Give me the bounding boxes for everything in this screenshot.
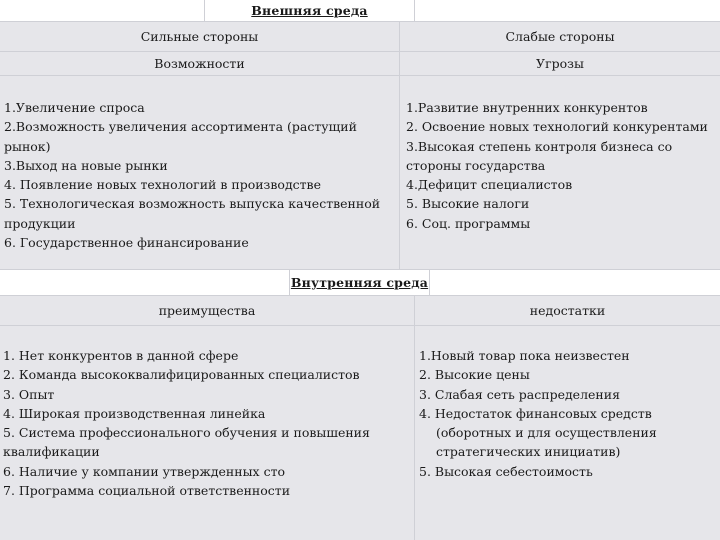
advantages-header: преимущества: [158, 303, 256, 318]
disadvantages-list: [419, 346, 720, 481]
external-title-row: [0, 0, 720, 22]
list-item: 5. Высокие налоги: [406, 196, 530, 212]
list-item: продукции: [4, 215, 76, 231]
list-item: 2. Освоение новых технологий конкурентами: [406, 119, 708, 135]
list-item: 2.Возможность увеличения ассортимента (растущий: [4, 119, 357, 135]
list-item: 1. Нет конкурентов в данной сфере: [3, 348, 239, 363]
external-title: Внешняя среда: [251, 3, 368, 18]
threats-header: Угрозы: [536, 56, 584, 71]
strengths-header: Сильные стороны: [140, 29, 259, 44]
list-item: 3. Слабая сеть распределения: [419, 386, 620, 402]
list-item: рынок): [4, 138, 51, 154]
list-item: 1.Развитие внутренних конкурентов: [406, 100, 648, 115]
list-item: 1.Новый товар пока неизвестен: [419, 348, 630, 363]
list-item: 6. Государственное финансирование: [4, 235, 249, 251]
disadvantages-header: недостатки: [529, 303, 606, 318]
list-item: 5. Система профессионального обучения и повышения: [3, 425, 370, 441]
list-item: 6. Соц. программы: [406, 215, 531, 231]
list-item: 4.Дефицит специалистов: [406, 177, 573, 193]
list-item: стратегических инициатив): [436, 444, 621, 460]
internal-title-row: [0, 270, 720, 296]
advantages-list: [3, 346, 414, 500]
list-item: 5. Технологическая возможность выпуска качественной: [4, 196, 381, 212]
external-header-row-1: [0, 22, 720, 52]
external-content-row: [0, 76, 720, 270]
internal-title: Внутренняя среда: [290, 275, 429, 290]
list-item: (оборотных и для осуществления: [436, 425, 657, 441]
external-header-row-2: [0, 52, 720, 76]
list-item: квалификации: [3, 444, 100, 460]
internal-content-row: [0, 326, 720, 540]
weaknesses-header: Слабые стороны: [505, 29, 615, 44]
list-item: 2. Команда высококвалифицированных специалистов: [3, 367, 360, 383]
list-item: 3.Выход на новые рынки: [4, 157, 168, 173]
list-item: 4. Недостаток финансовых средств: [419, 405, 652, 421]
list-item: 1.Увеличение спроса: [4, 100, 145, 115]
list-item: 5. Высокая себестоимость: [419, 463, 593, 479]
list-item: 6. Наличие у компании утвержденных сто: [3, 463, 286, 479]
threats-list: [406, 98, 720, 233]
list-item: 3.Высокая степень контроля бизнеса со: [406, 138, 673, 154]
list-item: 4. Появление новых технологий в производстве: [4, 177, 321, 193]
opportunities-header: Возможности: [154, 56, 245, 71]
list-item: 3. Опыт: [3, 386, 55, 402]
list-item: 7. Программа социальной ответственности: [3, 483, 291, 499]
list-item: 4. Широкая производственная линейка: [3, 405, 266, 421]
list-item: стороны государства: [406, 157, 546, 173]
list-item: 2. Высокие цены: [419, 367, 530, 383]
opportunities-list: [4, 98, 399, 252]
internal-header-row: [0, 296, 720, 326]
